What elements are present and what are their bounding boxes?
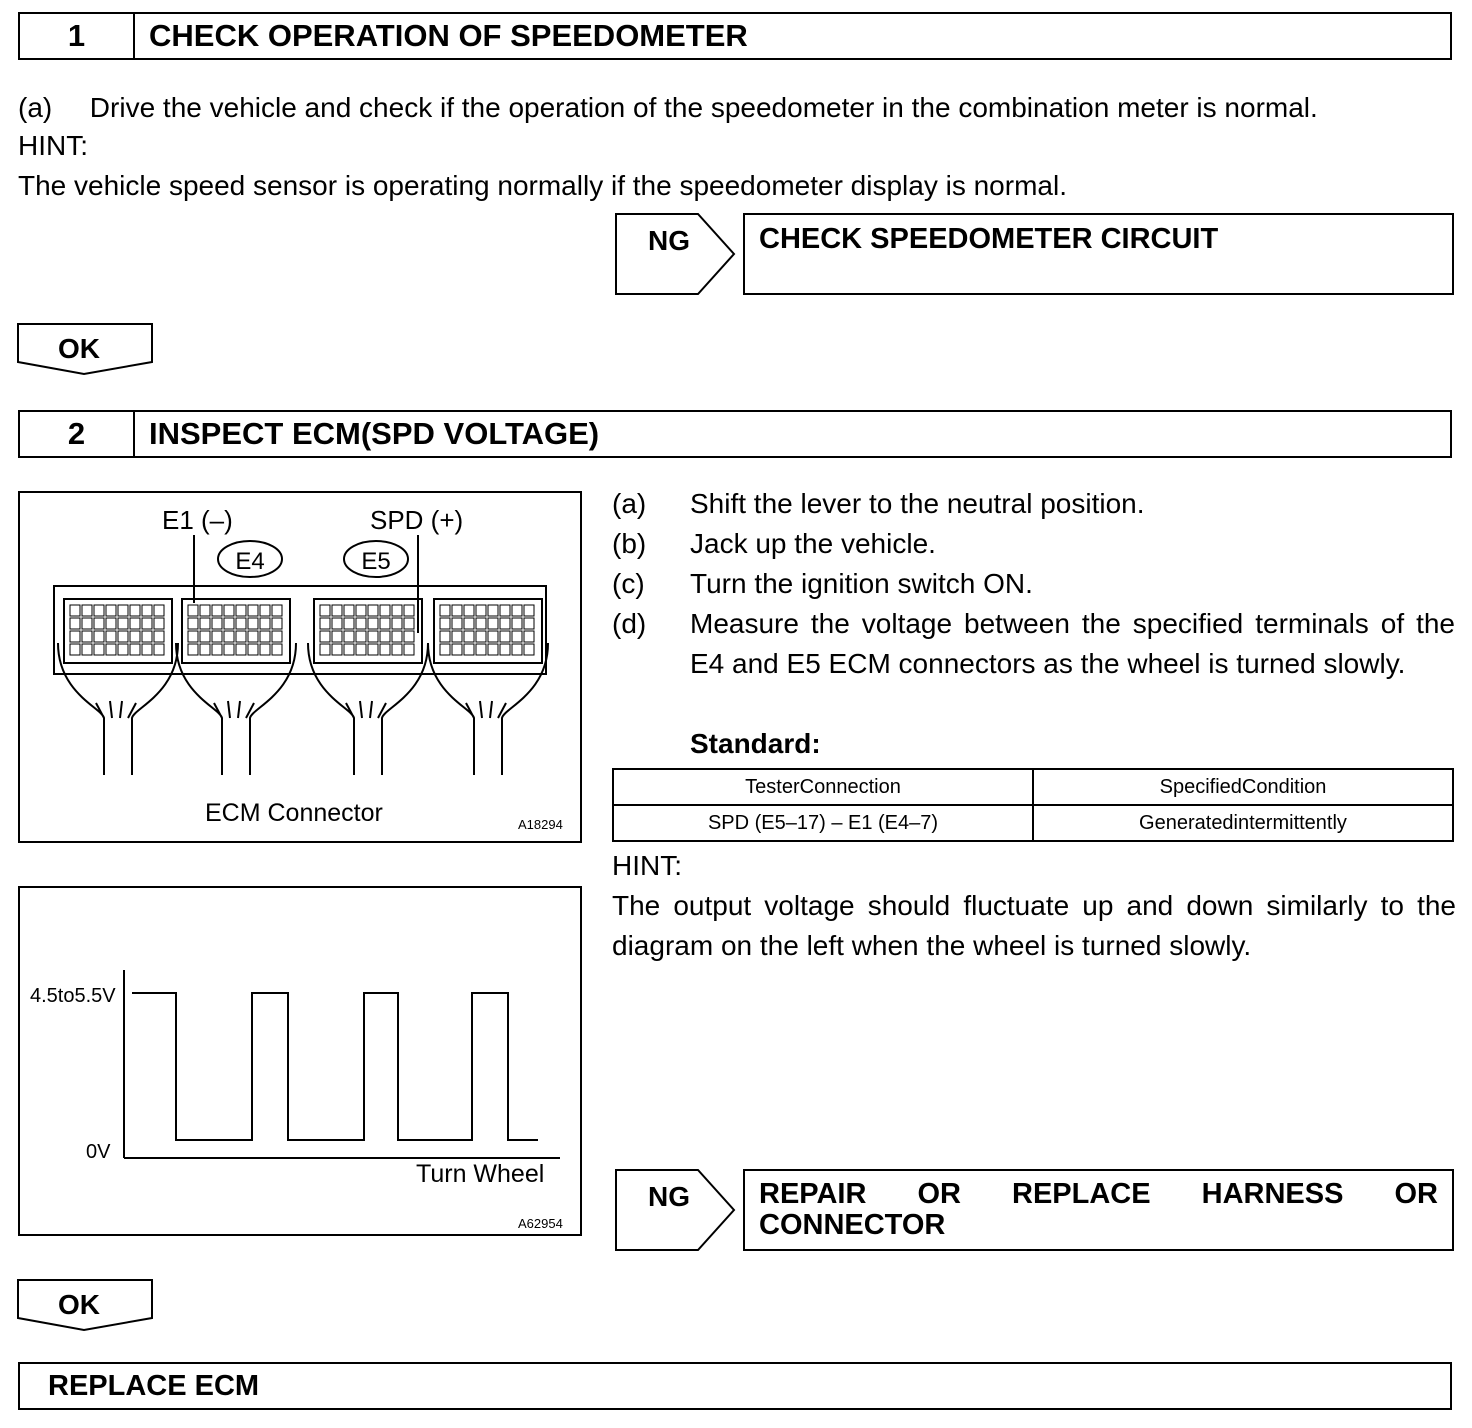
connector-pin: [320, 605, 330, 616]
connector-pin: [440, 631, 450, 642]
ecm-connector-illustration: [20, 493, 580, 841]
connector-pin: [356, 605, 366, 616]
connector-pin: [142, 644, 152, 655]
connector-pin: [440, 618, 450, 629]
connector-pin: [320, 631, 330, 642]
connector-pin: [524, 631, 534, 642]
connector-pin: [236, 618, 246, 629]
ok-label-2: OK: [58, 1289, 100, 1320]
connector-pin: [404, 618, 414, 629]
waveform-chart: [20, 888, 580, 1234]
connector-pin: [320, 644, 330, 655]
connector-pin: [212, 631, 222, 642]
spec-table: [612, 768, 1454, 842]
connector-pin: [512, 631, 522, 642]
connector-pin: [272, 618, 282, 629]
ng-label-1: NG: [648, 225, 690, 256]
connector-pin: [130, 618, 140, 629]
connector-pin: [500, 644, 510, 655]
step-1-title: CHECK OPERATION OF SPEEDOMETER: [149, 18, 748, 53]
connector-pin: [260, 618, 270, 629]
connector-pin: [236, 631, 246, 642]
connector-pin: [142, 618, 152, 629]
connector-pin: [320, 618, 330, 629]
connector-pin: [212, 644, 222, 655]
connector-pin: [488, 618, 498, 629]
connector-pin: [70, 618, 80, 629]
connector-pin: [500, 631, 510, 642]
connector-pin: [248, 644, 258, 655]
connector-pin: [188, 631, 198, 642]
step-2-number: 2: [20, 412, 135, 456]
connector-pin: [188, 605, 198, 616]
zero-voltage-label: 0V: [86, 1141, 111, 1163]
connector-pin: [500, 618, 510, 629]
connector-pin: [260, 605, 270, 616]
step-1-instruction: [18, 88, 1458, 128]
figure-1-id: A18294: [518, 817, 563, 832]
step-1-hint-label: HINT:: [18, 130, 88, 161]
connector-pin: [260, 631, 270, 642]
waveform-figure: [18, 886, 582, 1236]
connector-pin: [404, 605, 414, 616]
connector-pin: [464, 618, 474, 629]
connector-pin: [488, 644, 498, 655]
table-header-row: [613, 769, 1453, 805]
turn-wheel-label: Turn Wheel: [416, 1160, 545, 1188]
connector-pin: [512, 644, 522, 655]
connector-pin: [392, 605, 402, 616]
connector-pin: [452, 618, 462, 629]
label-e1: E1 (–): [162, 505, 233, 535]
connector-pin: [272, 605, 282, 616]
connector-pin: [94, 631, 104, 642]
list-item: (b) Jack up the vehicle.: [612, 528, 936, 559]
step-2-hint-text: The output voltage should fluctuate up and down similarly to the diagram on the left when the wheel is turned slowly.: [612, 890, 1456, 961]
table-cell: Generatedintermittently: [1033, 805, 1453, 841]
connector-pin: [272, 644, 282, 655]
connector-pin: [404, 631, 414, 642]
connector-pin: [188, 644, 198, 655]
connector-pin: [248, 631, 258, 642]
step-2-hint-label: HINT:: [612, 850, 682, 881]
connector-pin: [260, 644, 270, 655]
connector-pin: [368, 631, 378, 642]
connector-pin: [106, 618, 116, 629]
connector-pin: [188, 618, 198, 629]
connector-pin: [488, 605, 498, 616]
replace-ecm-box: REPLACE ECM: [18, 1362, 1452, 1410]
connector-pin: [154, 631, 164, 642]
connector-pin: [380, 631, 390, 642]
figure-2-id: A62954: [518, 1216, 563, 1231]
connector-pin: [224, 644, 234, 655]
voltage-waveform: [132, 993, 538, 1140]
connector-pin: [200, 644, 210, 655]
connector-pin: [476, 605, 486, 616]
connector-pin: [200, 605, 210, 616]
connector-pin: [224, 631, 234, 642]
connector-pin: [356, 644, 366, 655]
connector-pin: [82, 605, 92, 616]
connector-pin: [106, 605, 116, 616]
connector-pin: [344, 631, 354, 642]
connector-pin: [344, 618, 354, 629]
list-item: (c) Turn the ignition switch ON.: [612, 568, 1033, 599]
connector-pin: [94, 605, 104, 616]
ok-label-1: OK: [58, 333, 100, 364]
connector-pin: [154, 644, 164, 655]
list-item: (d) Measure the voltage between the specified terminals of the E4 and E5 ECM connectors as the wheel is turned slowly.: [612, 608, 1455, 679]
connector-pin: [154, 605, 164, 616]
connector-pin: [332, 618, 342, 629]
connector-pin: [476, 631, 486, 642]
connector-pin: [94, 644, 104, 655]
connector-pin: [344, 644, 354, 655]
connector-pin: [70, 631, 80, 642]
connector-pin: [512, 618, 522, 629]
step-1-number: 1: [20, 14, 135, 58]
connector-pin: [118, 618, 128, 629]
connector-pin: [332, 631, 342, 642]
label-e5: E5: [361, 548, 391, 575]
ok-arrow-2: [16, 1278, 156, 1334]
ok-arrow-1: [16, 322, 156, 378]
connector-pin: [356, 631, 366, 642]
connector-pin: [212, 618, 222, 629]
connector-pin: [200, 618, 210, 629]
connector-pin: [404, 644, 414, 655]
connector-pin: [224, 618, 234, 629]
connector-pin: [476, 644, 486, 655]
connector-pin: [118, 631, 128, 642]
ng-result-2: REPAIR OR REPLACE HARNESS OR CONNECTOR: [743, 1169, 1454, 1251]
connector-pin: [82, 644, 92, 655]
connector-pin: [118, 644, 128, 655]
connector-pin: [464, 605, 474, 616]
step-1-instruction-label: (a): [18, 92, 53, 123]
connector-pin: [452, 631, 462, 642]
connector-pin: [154, 618, 164, 629]
connector-pin: [368, 618, 378, 629]
connector-pin: [392, 644, 402, 655]
connector-pin: [142, 631, 152, 642]
step-2-title: INSPECT ECM(SPD VOLTAGE): [149, 416, 600, 451]
table-header-cell: TesterConnection: [613, 769, 1033, 805]
connector-pin: [368, 605, 378, 616]
connector-pin: [524, 605, 534, 616]
connector-pin: [236, 644, 246, 655]
connector-pin: [332, 605, 342, 616]
label-e4: E4: [235, 548, 265, 575]
connector-pin: [82, 631, 92, 642]
connector-pin: [272, 631, 282, 642]
ecm-connector-figure: [18, 491, 582, 843]
connector-pin: [70, 605, 80, 616]
table-row: [613, 805, 1453, 841]
connector-pin: [524, 618, 534, 629]
connector-pin: [248, 605, 258, 616]
standard-label: Standard:: [690, 728, 821, 759]
connector-pin: [392, 618, 402, 629]
connector-pin: [106, 631, 116, 642]
connector-pin: [212, 605, 222, 616]
connector-pin: [236, 605, 246, 616]
connector-pin: [130, 605, 140, 616]
step-1-instruction-text: Drive the vehicle and check if the operation of the speedometer in the combination meter is normal.: [89, 92, 1318, 123]
connector-pin: [452, 644, 462, 655]
connector-pin: [130, 644, 140, 655]
connector-pin: [356, 618, 366, 629]
step-1-header: [18, 12, 1452, 60]
connector-pin: [142, 605, 152, 616]
connector-pin: [94, 618, 104, 629]
connector-pin: [70, 644, 80, 655]
connector-pin: [200, 631, 210, 642]
connector-pin: [476, 618, 486, 629]
label-spd: SPD (+): [370, 505, 464, 535]
connector-pin: [488, 631, 498, 642]
connector-pin: [248, 618, 258, 629]
ng-result-1: CHECK SPEEDOMETER CIRCUIT: [743, 213, 1454, 295]
step-2-header: [18, 410, 1452, 458]
connector-pin: [380, 618, 390, 629]
connector-pin: [452, 605, 462, 616]
connector-pin: [130, 631, 140, 642]
connector-pin: [440, 644, 450, 655]
connector-pin: [464, 644, 474, 655]
ecm-caption: ECM Connector: [205, 799, 383, 827]
connector-pin: [464, 631, 474, 642]
table-cell: SPD (E5–17) – E1 (E4–7): [613, 805, 1033, 841]
connector-pin: [224, 605, 234, 616]
connector-pin: [368, 644, 378, 655]
connector-pin: [332, 644, 342, 655]
connector-pin: [380, 605, 390, 616]
connector-pin: [344, 605, 354, 616]
step-1-hint-text: The vehicle speed sensor is operating normally if the speedometer display is normal.: [18, 170, 1067, 201]
connector-pin: [380, 644, 390, 655]
connector-pin: [106, 644, 116, 655]
ng-arrow-2: [614, 1168, 738, 1252]
connector-pin: [500, 605, 510, 616]
ng-label-2: NG: [648, 1181, 690, 1212]
connector-pin: [82, 618, 92, 629]
connector-pin: [392, 631, 402, 642]
high-voltage-label: 4.5to5.5V: [30, 985, 116, 1007]
table-header-cell: SpecifiedCondition: [1033, 769, 1453, 805]
connector-pin: [512, 605, 522, 616]
connector-pin: [524, 644, 534, 655]
ng-arrow-1: [614, 212, 738, 296]
connector-blocks: [58, 599, 548, 775]
connector-pin: [118, 605, 128, 616]
list-item: (a) Shift the lever to the neutral position.: [612, 488, 1145, 519]
connector-pin: [440, 605, 450, 616]
